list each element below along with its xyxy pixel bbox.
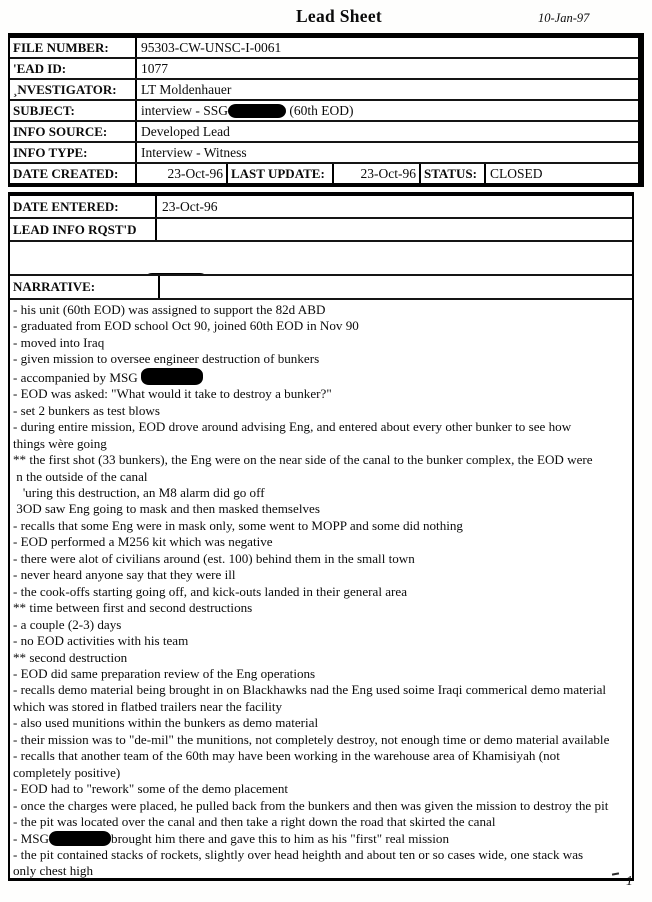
field-value-info-source: Developed Lead — [141, 124, 230, 139]
narrative-line: - never heard anyone say that they were ill — [13, 567, 236, 583]
text-segment: (60th EOD) — [286, 103, 354, 118]
field-value-subject — [137, 101, 638, 120]
field-value-file-number: 95303-CW-UNSC-I-0061 — [141, 40, 282, 55]
field-label-status: STATUS: — [421, 164, 486, 183]
field-value-last-update: 23-Oct-96 — [334, 164, 421, 183]
redaction-box — [141, 368, 203, 385]
narrative-line: - set 2 bunkers as test blows — [13, 402, 160, 418]
narrative-line: - moved into Iraq — [13, 334, 105, 350]
field-value-lead-id: 1077 — [141, 61, 168, 76]
narrative-label-row — [10, 276, 632, 300]
field-value-date-created: 23-Oct-96 — [137, 164, 228, 183]
narrative-line: which was stored in flatbed trailers near the facility — [13, 698, 283, 714]
redaction-box — [228, 104, 286, 118]
field-label-investigator: ¸NVESTIGATOR: — [10, 80, 137, 99]
narrative-line: - his unit (60th EOD) was assigned to support the 82d ABD — [13, 302, 326, 317]
narrative-line: - EOD had to "rework" some of the demo placement — [13, 781, 289, 797]
page-number: 1 — [626, 873, 633, 888]
text-segment: - MSG — [13, 830, 50, 846]
file-number-row — [10, 38, 638, 59]
narrative-line: - recalls that some Eng were in mask only, some went to MOPP and some did nothing — [13, 517, 463, 533]
narrative-line: - during entire mission, EOD drove around advising Eng, and entered about every other bunker to see how — [13, 419, 572, 435]
field-value-date-entered: 23-Oct-96 — [162, 199, 218, 214]
narrative-line: 'uring this destruction, an M8 alarm did go off — [13, 484, 265, 500]
subject-row — [10, 101, 638, 122]
text-segment: brought him there and gave this to him as his "first" real mission — [111, 830, 449, 846]
narrative-line: - the pit was located over the canal and then take a right down the road that skirted the canal — [13, 814, 496, 830]
narrative-line: - EOD did same preparation review of the Eng operations — [13, 665, 316, 681]
text-segment: interview - SSG — [141, 103, 228, 118]
narrative-line: n the outside of the canal — [13, 468, 148, 484]
narrative-line: - there were alot of civilians around (est. 100) behind them in the small town — [13, 550, 415, 566]
narrative-line: - a couple (2-3) days — [13, 616, 122, 632]
field-value-investigator: LT Moldenhauer — [141, 82, 232, 97]
document-date: 10-Jan-97 — [538, 11, 590, 25]
narrative-line: ** the first shot (33 bunkers), the Eng were on the near side of the canal to the bunker complex, the EOD were — [13, 452, 593, 468]
document-title: Lead Sheet — [295, 6, 383, 26]
narrative-line: only chest high — [13, 863, 94, 878]
narrative-line: ** second destruction — [13, 649, 128, 665]
field-label-lead-id: 'EAD ID: — [10, 59, 137, 78]
narrative-label-spacer — [160, 276, 632, 298]
field-label-file-number: FILE NUMBER: — [10, 38, 137, 57]
lead-info-request-text — [10, 242, 632, 276]
narrative-line: completely positive) — [13, 764, 121, 780]
narrative-line: - EOD performed a M256 kit which was negative — [13, 534, 273, 550]
narrative-line: 3OD saw Eng going to mask and then masked themselves — [13, 501, 320, 517]
info-source-row — [10, 122, 638, 143]
lead-info-rqstd-row — [10, 219, 632, 242]
narrative-line: things wère going — [13, 435, 107, 451]
field-label-date-entered: DATE ENTERED: — [10, 196, 157, 217]
field-label-subject: SUBJECT: — [10, 101, 137, 120]
investigator-row — [10, 80, 638, 101]
lead-info-table — [8, 33, 644, 187]
lead-entry-table — [8, 192, 634, 881]
field-label-last-update: LAST UPDATE: — [228, 164, 334, 183]
field-label-lead-info-rqstd: LEAD INFO RQST'D — [10, 219, 157, 240]
text-segment: - accompanied by MSG — [13, 369, 141, 385]
narrative-line — [13, 831, 632, 847]
narrative-line: - also used munitions within the bunkers as demo material — [13, 715, 319, 731]
date-entered-row — [10, 196, 632, 219]
info-type-row — [10, 143, 638, 164]
narrative-box — [10, 300, 632, 878]
narrative-line: - the pit contained stacks of rockets, slightly over head heighth and about ten or so cases wide, one stack was — [13, 846, 584, 862]
redaction-box — [49, 831, 111, 846]
narrative-line: - recalls demo material being brought in on Blackhawks nad the Eng used soime Iraqi commerical demo material — [13, 682, 607, 698]
narrative-line: ** time between first and second destructions — [13, 600, 253, 616]
field-label-info-source: INFO SOURCE: — [10, 122, 137, 141]
field-value-lead-info-rqstd — [157, 219, 632, 240]
narrative-line: - their mission was to "de-mil" the munitions, not completely destroy, not enough time or demo material available — [13, 731, 610, 747]
narrative-line: - no EOD activities with his team — [13, 633, 189, 649]
field-label-narrative: NARRATIVE: — [10, 276, 160, 298]
field-label-info-type: INFO TYPE: — [10, 143, 137, 162]
narrative-line: - graduated from EOD school Oct 90, joined 60th EOD in Nov 90 — [13, 318, 359, 334]
field-value-status: CLOSED — [490, 166, 543, 181]
narrative-line: - once the charges were placed, he pulled back from the bunkers and then was given the mission to destroy the pit — [13, 797, 609, 813]
field-label-date-created: DATE CREATED: — [10, 164, 137, 183]
narrative-line: - recalls that another team of the 60th may have been working in the warehouse area of Khamisiyah (not — [13, 748, 560, 764]
lead-id-row — [10, 59, 638, 80]
narrative-line: - the cook-offs starting going off, and kick-outs landed in their general area — [13, 583, 408, 599]
narrative-line: - given mission to oversee engineer destruction of bunkers — [13, 351, 320, 367]
date-created-row — [10, 164, 638, 183]
narrative-line — [13, 368, 632, 386]
narrative-line: - EOD was asked: "What would it take to destroy a bunker?" — [13, 386, 332, 402]
field-value-info-type: Interview - Witness — [141, 145, 247, 160]
